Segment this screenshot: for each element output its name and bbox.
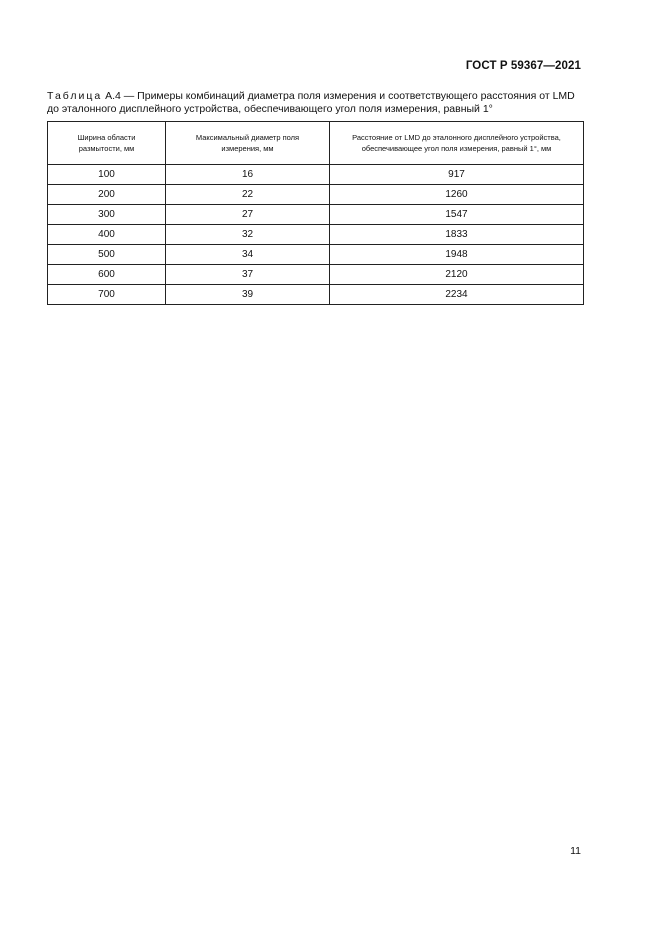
table-cell: 400: [48, 225, 166, 245]
table-row: [48, 285, 584, 305]
table-cell: 200: [48, 185, 166, 205]
table-cell: 39: [166, 285, 330, 305]
table-cell: 1260: [330, 185, 584, 205]
data-table: [47, 121, 584, 305]
table-cell: 500: [48, 245, 166, 265]
table-cell: 1833: [330, 225, 584, 245]
table-cell: 1948: [330, 245, 584, 265]
page-number: 11: [570, 845, 581, 857]
table-cell: 22: [166, 185, 330, 205]
table-row: [48, 205, 584, 225]
table-cell: 37: [166, 265, 330, 285]
table-row: [48, 225, 584, 245]
table-header-row: [48, 122, 584, 165]
table-cell: 32: [166, 225, 330, 245]
table-caption: [47, 90, 587, 115]
table-row: [48, 265, 584, 285]
table-cell: 2234: [330, 285, 584, 305]
table-cell: 2120: [330, 265, 584, 285]
table-cell: 300: [48, 205, 166, 225]
table-cell: 1547: [330, 205, 584, 225]
column-header-distance: Расстояние от LMD до эталонного дисплейного устройства, обеспечивающее угол поля измерения, равный 1°, мм: [330, 122, 584, 165]
table-row: [48, 185, 584, 205]
column-header-blur-width: Ширина области размытости, мм: [48, 122, 166, 165]
table-cell: 917: [330, 165, 584, 185]
table-row: [48, 245, 584, 265]
table-row: [48, 165, 584, 185]
table-cell: 700: [48, 285, 166, 305]
table-cell: 34: [166, 245, 330, 265]
table-cell: 600: [48, 265, 166, 285]
table-caption-label: Таблица: [47, 90, 103, 102]
table-cell: 100: [48, 165, 166, 185]
table-cell: 16: [166, 165, 330, 185]
document-code: ГОСТ Р 59367—2021: [465, 60, 581, 72]
table-cell: 27: [166, 205, 330, 225]
table-caption-text: А.4 — Примеры комбинаций диаметра поля измерения и соответствующего расстояния от LMD до эталонного дисплейного устройства, обеспечивающего угол поля измерения, равный 1°: [47, 90, 575, 115]
column-header-max-diameter: Максимальный диаметр поля измерения, мм: [166, 122, 330, 165]
